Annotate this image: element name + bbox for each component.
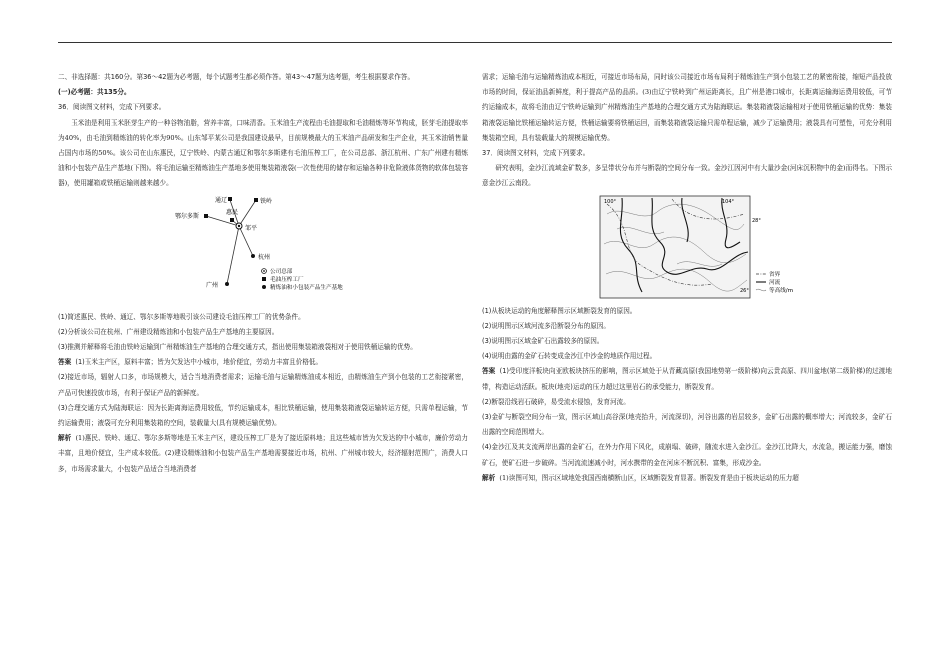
- q36-question-1: (1)简述惠民、铁岭、通辽、鄂尔多斯等地吸引该公司建设毛油压榨工厂的优势条件。: [58, 312, 305, 321]
- q36-material: 玉米油是利用玉米胚芽生产的一种谷物油脂，营养丰富，口味清香。玉米油生产流程由毛油提取和毛油精炼等环节构成，胚芽毛油提取率为40%，由毛油到精炼油的转化率为90%。山东邹平某公司是我国建设最早，目前规模最大的玉米油产品研发和生产企业，其玉米油销售量占国内市场的50%。该公司在山东惠民，辽宁铁岭、内蒙古通辽和鄂尔多斯建有毛油压榨工厂，在公司总部、浙江杭州、广东广州建有精炼油和小包装产品生产基地(下图)。将毛油运输至精炼油生产基地多使用集装箱液袋(一次性使用的储存和运输各种非危险液体货物的软体包装容器)，使用罐箱或铁桶运输则越来越少。: [58, 118, 468, 188]
- q37-stem: 37．阅读图文材料，完成下列要求。: [482, 149, 590, 158]
- map-legend-border: 省界: [769, 271, 781, 278]
- company-location-svg: [58, 194, 468, 306]
- analysis-label-37: 解析: [482, 473, 496, 482]
- section-title: 二、非选择题：共160分。第36～42题为必考题，每个试题考生都必须作答。第43～47题为选考题，考生根据要求作答。: [58, 73, 415, 81]
- q36-question-2: (2)分析该公司在杭州、广州建设精炼油和小包装产品生产基地的主要原因。: [58, 327, 279, 336]
- company-location-figure: [58, 194, 468, 306]
- q37-answer-2: (2)断裂沿线岩石破碎，易受流水侵蚀，发育河流。: [482, 397, 630, 406]
- legend-refinery: 精炼油和小包装产品生产基地: [270, 284, 343, 291]
- hangzhou-marker: [251, 254, 255, 258]
- lat-top-label: 28°: [752, 217, 761, 224]
- tieling-marker: [254, 198, 258, 202]
- label-zouping: 邹平: [245, 224, 258, 232]
- q36-analysis-cont: 需求；运输毛油与运输精炼油成本相近，可接近市场布局，同时该公司接近市场布局利于精炼油生产到小包装工艺的紧密衔接，缩短产品投放市场的时间，保证油品新鲜度，利于提高产品的品质。(3)由辽宁铁岭到广州运距离长，且广州是港口城市，长距离运输海运费用较低，可节约运输成本，故将毛油由辽宁铁岭运输到广州精炼油生产基地的合理交通方式为陆海联运。集装箱液袋运输相对于使用铁桶运输的优势：集装箱液袋运输比铁桶运输转运方便，铁桶运输要将铁桶运回，而集装箱液袋运输只需单程运输，减少了运输费用；液袋具有可塑性，可充分利用集装箱空间，具有装载量大的规模运输优势。: [482, 73, 892, 142]
- required-title: (一)必考题：共135分。: [58, 88, 131, 97]
- legend-press-icon: [262, 277, 266, 281]
- q36-answer-1: 答案 (1)玉米主产区，原料丰富；皆为欠发达中小城市，地价便宜，劳动力丰富且价格低。: [58, 358, 323, 367]
- q37-question-4: (4)说明由露的金矿石转变成金沙江中沙金的地质作用过程。: [482, 352, 657, 361]
- legend-press: 毛油压榨工厂: [270, 276, 304, 283]
- q36-question-3: (3)推测并解释将毛油由铁岭运输到广州精炼油生产基地的合理交通方式，指出使用集装箱液袋相对于使用铁桶运输的优势。: [58, 343, 417, 352]
- label-ordos: 鄂尔多斯: [175, 212, 200, 220]
- left-column: [58, 70, 468, 477]
- label-tongliao: 通辽: [215, 196, 228, 204]
- q36-answer-2: (2)接近市场，辐射人口多，市场规模大，适合当地消费者需求；运输毛油与运输精炼油成本相近，由精炼油生产到小包装的工艺衔接紧密，产品可快速投放市场，有利于保证产品的新鲜度。: [58, 373, 468, 397]
- q37-question-2: (2)说明图示区域河流多沿断裂分布的原因。: [482, 321, 611, 330]
- lat-bottom-label: 26°: [740, 287, 749, 294]
- guangzhou-marker: [225, 282, 229, 286]
- jinsha-river-map: [482, 194, 892, 302]
- lon-left-label: 100°: [604, 198, 617, 205]
- label-hangzhou: 杭州: [258, 253, 271, 261]
- q37-question-3: (3)说明图示区域金矿石出露较多的原因。: [482, 337, 604, 346]
- q37-answer-1: 答案 (1)受印度洋板块向亚欧板块挤压的影响，图示区域处于从青藏高原(我国地势第一级阶梯)向云贵高原、四川盆地(第二级阶梯)的过渡地带，构造运动活跃。板块(地壳)运动的压力超过这里岩石的承受能力，断裂发育。: [482, 367, 892, 391]
- map-legend-river: 河流: [769, 279, 781, 286]
- q36-stem: 36．阅读图文材料，完成下列要求。: [58, 103, 166, 112]
- answer-label-37: 答案: [482, 367, 496, 376]
- huimin-marker: [230, 218, 234, 222]
- map-legend-contour: 等高线/m: [769, 287, 794, 294]
- q37-analysis: 解析 (1)读图可知，图示区域地处我国西南横断山区，区域断裂发育显著。断裂发育是由于板块运动的压力超: [482, 473, 799, 482]
- label-huimin: 惠民: [226, 208, 239, 216]
- legend-refinery-icon: [262, 285, 266, 289]
- right-column: [482, 70, 892, 486]
- q37-question-1: (1)从板块运动的角度解释图示区域断裂发育的原因。: [482, 306, 637, 315]
- q37-material: 研究表明，金沙江流域金矿数多，多呈带状分布并与断裂的空间分布一致。金沙江因河中有大量沙金(河床沉积物中的金)而得名。下图示意金沙江云南段。: [482, 164, 892, 188]
- tongliao-marker: [228, 197, 232, 201]
- top-rule: [58, 42, 892, 43]
- label-tieling: 铁岭: [260, 197, 273, 205]
- jinsha-river-map-svg: [482, 194, 892, 302]
- q37-answer-3: (3)金矿与断裂空间分布一致，图示区域山高谷深(地壳抬升，河流深切)，河谷出露的岩层较多，金矿石出露的概率增大；河流较多，金矿石出露的空间范围增大。: [482, 413, 892, 437]
- legend-hq: 公司总部: [270, 268, 293, 275]
- answer-label: 答案: [58, 358, 72, 367]
- lon-right-label: 104°: [722, 198, 735, 205]
- q37-answer-4: (4)金沙江及其支流两岸出露的金矿石，在外力作用下风化，成崩塌、破碎，随流水进入金沙江。金沙江比降大，水流急，搬运能力强，磨蚀矿石，使矿石进一步破碎。当河流流速减小时，河水携带的金在河床不断沉积、富集，形成沙金。: [482, 443, 892, 467]
- q36-analysis: 解析 (1)惠民、铁岭、通辽、鄂尔多斯等地是玉米主产区，建设压榨工厂是为了接近原料地；且这些城市皆为欠发达的中小城市，廉价劳动力丰富，且地价便宜，生产成本较低。(2)建设精炼油和小包装产品生产基地需要接近市场，杭州、广州城市较大，经济辐射范围广，消费人口多，市场需求量大，小包装产品适合当地消费者: [58, 434, 468, 473]
- ordos-marker: [204, 214, 208, 218]
- label-guangzhou: 广州: [206, 281, 219, 289]
- q36-answer-3: (3)合理交通方式为陆海联运：因为长距离海运费用较低，节约运输成本，相比铁桶运输，使用集装箱液袋运输转运方便，只需单程运输，节约运输费用；液袋可充分利用集装箱的空间，装载量大(具有规模运输优势)。: [58, 403, 468, 428]
- analysis-label: 解析: [58, 434, 72, 443]
